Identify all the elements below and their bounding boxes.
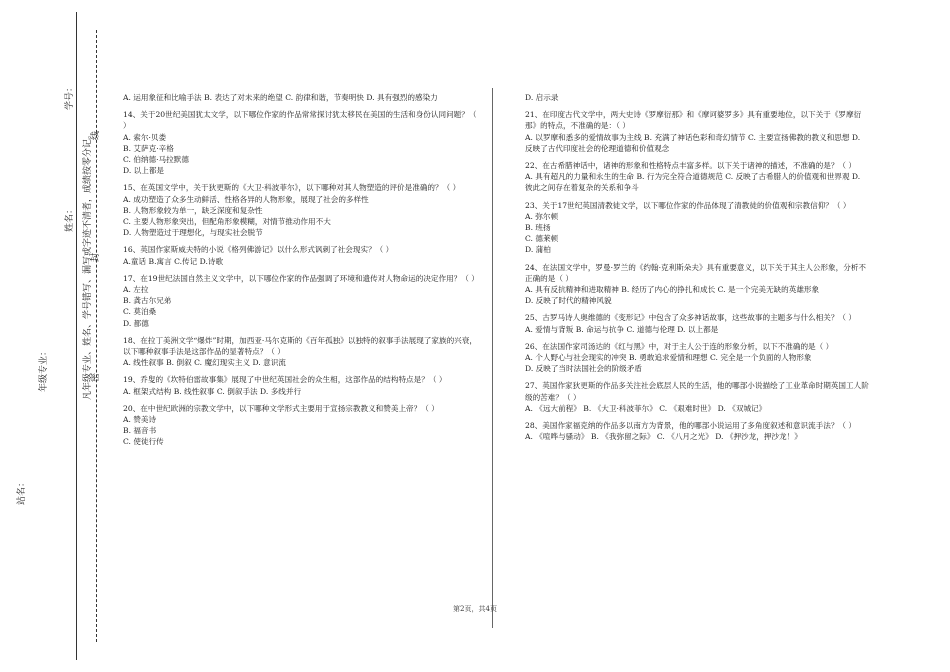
answer-option: A. 以罗摩和悉多的爱情故事为主线 B. 充满了神话色彩和奇幻情节 C. 主要宣扬佛教的教义和思想 D. 反映了古代印度社会的伦理道德和价值观念 (525, 132, 861, 153)
answer-option: A. 索尔·贝娄 (123, 132, 167, 142)
answer-option: C. 德莱顿 (525, 234, 559, 244)
question-block (123, 182, 478, 238)
question-block (525, 92, 870, 103)
answer-option: B. 龚古尔兄弟 (123, 296, 172, 306)
question-stem: 26、在法国作家司汤达的《红与黑》中，对于主人公于连的形象分析，以下不准确的是（ ） (525, 341, 834, 351)
question-stem: 28、美国作家福克纳的作品多以南方为背景，他的哪部小说运用了多角度叙述和意识流手法？（ ） (525, 421, 857, 431)
answer-option: D. 反映了时代的精神风貌 (525, 296, 612, 306)
answer-option: A. 弥尔顿 (525, 211, 559, 221)
question-block (525, 420, 870, 442)
answer-option: A. 个人野心与社会现实的冲突 B. 勇敢追求爱情和理想 C. 完全是一个负面的人物形象 (525, 353, 812, 363)
answer-option: C. 伯纳德·马拉默德 (123, 155, 189, 165)
question-stem: 17、在19世纪法国自然主义文学中，以下哪位作家的作品强调了环境和遗传对人物命运的决定作用？（ ） (123, 273, 479, 283)
question-block (525, 341, 870, 375)
question-block (123, 335, 478, 369)
answer-option: B. 艾萨克·辛格 (123, 143, 174, 153)
question-stem: 14、关于20世纪美国犹太文学，以下哪位作家的作品常常探讨犹太移民在美国的生活和身份认同问题？（ ） (123, 110, 477, 131)
answer-option: A. 框架式结构 B. 线性叙事 C. 倒叙手法 D. 多线并行 (123, 386, 302, 396)
question-block (525, 109, 870, 154)
question-block (123, 273, 478, 329)
question-stem: 16、英国作家斯威夫特的小说《格列佛游记》以什么形式讽刺了社会现实？（ ） (123, 245, 394, 255)
answer-option: A. 赞美诗 (123, 415, 157, 425)
xuehao-label: 学号： (65, 82, 75, 110)
answer-option: A. 运用象征和比喻手法 B. 表达了对未来的绝望 C. 韵律和谐，节奏明快 D. 具有强烈的感染力 (123, 93, 438, 102)
zhuanye-label: 年级专业： (39, 346, 49, 392)
question-block (525, 380, 870, 414)
answer-option: D. 以上都是 (123, 166, 165, 176)
question-stem: 25、古罗马诗人奥维德的《变形记》中包含了众多神话故事，这些故事的主题多与什么相关？（ ） (525, 313, 857, 323)
question-block (123, 92, 478, 103)
answer-option: D. 蒲柏 (525, 245, 551, 255)
question-block (525, 200, 870, 256)
question-stem: 21、在印度古代文学中，两大史诗《罗摩衍那》和《摩诃婆罗多》具有重要地位，以下关于《罗摩衍那》的特点，不准确的是：（ ） (525, 110, 862, 131)
answer-option: A. 具有反抗精神和进取精神 B. 经历了内心的挣扎和成长 C. 是一个完美无缺的英雄形象 (525, 285, 820, 295)
binding-xian-mark: 线 (91, 130, 101, 140)
question-block (123, 403, 478, 448)
answer-option: C. 使徒行传 (123, 437, 164, 447)
answer-option: D. 启示录 (525, 93, 559, 102)
question-stem: 23、关于17世纪英国清教徒文学，以下哪位作家的作品体现了清教徒的价值观和宗教信仰？（ ） (525, 200, 851, 210)
binding-solid-line (76, 12, 77, 660)
question-block (123, 374, 478, 396)
question-stem: 24、在法国文学中，罗曼·罗兰的《约翰·克利斯朵夫》具有重要意义，以下关于其主人公形象，分析不正确的是（ ） (525, 262, 867, 283)
answer-option: A. 爱情与背叛 B. 命运与抗争 C. 道德与伦理 D. 以上都是 (525, 324, 719, 334)
binding-dashed-line (96, 30, 97, 642)
question-stem: 19、乔叟的《坎特伯雷故事集》展现了中世纪英国社会的众生相，这部作品的结构特点是？（ ） (123, 375, 447, 385)
right-question-column (525, 92, 870, 448)
answer-option: C. 莫泊桑 (123, 307, 157, 317)
answer-option: B. 班扬 (525, 223, 551, 233)
answer-option: D. 反映了当时法国社会的阶级矛盾 (525, 364, 642, 374)
question-stem: 27、英国作家狄更斯的作品多关注社会底层人民的生活，他的哪部小说描绘了工业革命时期英国工人阶级的苦难？（ ） (525, 381, 869, 402)
question-stem: 18、在拉丁美洲文学“爆炸”时期，加西亚·马尔克斯的《百年孤独》以独特的叙事手法展现了家族的兴衰，以下哪种叙事手法是这部作品的显著特点？（ ） (123, 335, 477, 357)
question-block (525, 160, 870, 194)
answer-option: A. 成功塑造了众多生动鲜活、性格各异的人物形象，展现了社会的多样性 (123, 194, 369, 204)
binding-feng-mark: 封 (91, 252, 101, 262)
answer-option: A. 《远大前程》 B. 《大卫·科波菲尔》 C. 《艰难时世》 D. 《双城记》 (525, 403, 767, 413)
question-stem: 22、在古希腊神话中，诸神的形象和性格特点丰富多样。以下关于诸神的描述，不准确的是？（ ） (525, 161, 857, 171)
answer-option: B. 人物形象较为单一，缺乏深度和复杂性 (123, 205, 263, 215)
answer-option: D. 人物塑造过于理想化，与现实社会脱节 (123, 228, 263, 238)
answer-option: A. 左拉 (123, 285, 149, 295)
question-block (525, 262, 870, 307)
column-divider (492, 88, 493, 628)
answer-option: D. 都德 (123, 318, 149, 328)
zhanming-label: 站名： (17, 477, 27, 505)
left-question-column (123, 92, 478, 454)
page-number: 第2页，共4页 (453, 605, 497, 613)
answer-option: A. 线性叙事 B. 倒叙 C. 魔幻现实主义 D. 意识流 (123, 358, 286, 368)
question-block (123, 109, 478, 176)
answer-option: A. 具有超凡的力量和永生的生命 B. 行为完全符合道德规范 C. 反映了古希腊人的价值观和世界观 D. 彼此之间存在着复杂的关系和争斗 (525, 172, 861, 193)
warning-text: 凡年级专业、姓名、学号错写、漏写或字迹不清者，成绩按零分记。 (83, 129, 93, 400)
question-block (525, 312, 870, 334)
binding-mi-mark: 密 (91, 372, 101, 382)
answer-option: C. 主要人物形象突出，但配角形象模糊，对情节推动作用不大 (123, 217, 331, 227)
binding-margin (0, 0, 112, 672)
question-block (123, 244, 478, 266)
question-stem: 20、在中世纪欧洲的宗教文学中，以下哪种文学形式主要用于宣扬宗教教义和赞美上帝？（ ） (123, 403, 439, 413)
answer-option: A. 《喧哗与骚动》 B. 《我弥留之际》 C. 《八月之光》 D. 《押沙龙，押沙龙！》 (525, 432, 802, 442)
question-stem: 15、在英国文学中，关于狄更斯的《大卫·科波菲尔》，以下哪种对其人物塑造的评价是准确的？（ ） (123, 183, 461, 193)
xingming-label: 姓名： (65, 204, 75, 232)
answer-option: A.童话 B.寓言 C.传记 D.诗歌 (123, 256, 224, 266)
answer-option: B. 福音书 (123, 426, 157, 436)
